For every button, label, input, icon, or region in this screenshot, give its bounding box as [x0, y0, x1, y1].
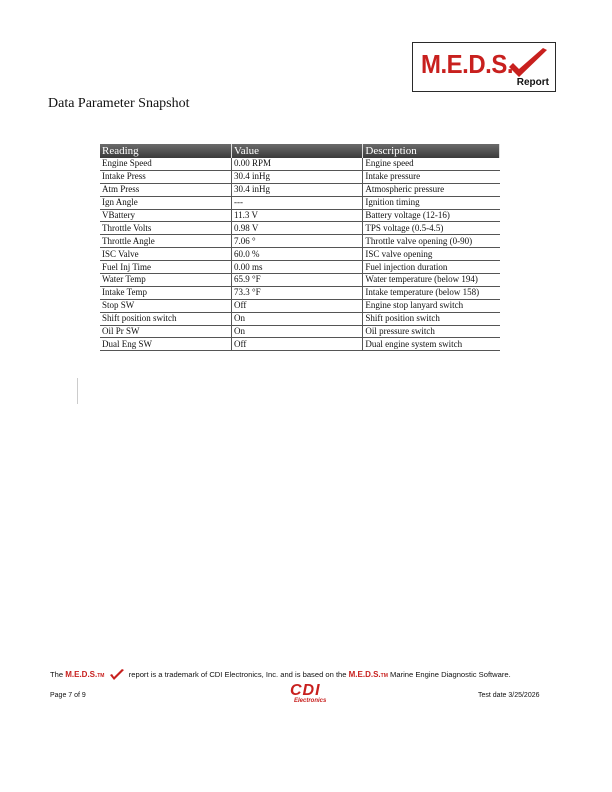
- cell-reading: Water Temp: [100, 274, 232, 287]
- table-row: [100, 325, 500, 338]
- table-row: [100, 338, 500, 351]
- table-row: [100, 183, 500, 196]
- cell-reading: Intake Press: [100, 170, 232, 183]
- table-header-row: [100, 144, 500, 158]
- logo-brand-text: M.E.D.S.: [421, 49, 514, 79]
- scan-mark: [77, 378, 78, 404]
- footer-trademark-text: report is a trademark of CDI Electronics, Inc. and is based on the: [128, 670, 347, 679]
- table-row: [100, 196, 500, 209]
- cdi-electronics-logo: [290, 684, 342, 706]
- cell-reading: Shift position switch: [100, 312, 232, 325]
- cell-description: TPS voltage (0.5-4.5): [363, 222, 500, 235]
- logo-report-text: Report: [516, 77, 549, 88]
- cell-reading: Throttle Volts: [100, 222, 232, 235]
- cell-reading: VBattery: [100, 209, 232, 222]
- cell-reading: ISC Valve: [100, 248, 232, 261]
- table-row: [100, 299, 500, 312]
- footer-software-text: Marine Engine Diagnostic Software.: [390, 670, 511, 679]
- header-description: Description: [363, 144, 500, 158]
- cell-reading: Ign Angle: [100, 196, 232, 209]
- cell-description: Intake temperature (below 158): [363, 286, 500, 299]
- table-row: [100, 261, 500, 274]
- cell-reading: Throttle Angle: [100, 235, 232, 248]
- cell-value: Off: [232, 299, 363, 312]
- cell-description: Engine stop lanyard switch: [363, 299, 500, 312]
- checkmark-icon: [109, 669, 125, 681]
- header-value: Value: [232, 144, 363, 158]
- cell-description: ISC valve opening: [363, 248, 500, 261]
- footer-meds-logo-2: M.E.D.S.TM: [348, 670, 388, 679]
- table-row: [100, 158, 500, 170]
- table-row: [100, 170, 500, 183]
- cell-reading: Oil Pr SW: [100, 325, 232, 338]
- cell-value: 0.00 RPM: [232, 158, 363, 170]
- cell-description: Engine speed: [363, 158, 500, 170]
- table-row: [100, 235, 500, 248]
- table-row: [100, 248, 500, 261]
- cell-reading: Intake Temp: [100, 286, 232, 299]
- cell-value: 30.4 inHg: [232, 183, 363, 196]
- cdi-logo-text: CDI: [290, 682, 321, 699]
- cell-value: 7.06 °: [232, 235, 363, 248]
- cell-value: On: [232, 325, 363, 338]
- cell-value: On: [232, 312, 363, 325]
- cell-reading: Fuel Inj Time: [100, 261, 232, 274]
- cell-value: Off: [232, 338, 363, 351]
- cell-description: Atmospheric pressure: [363, 183, 500, 196]
- table-row: [100, 274, 500, 287]
- cell-value: 65.9 °F: [232, 274, 363, 287]
- trademark-notice: [50, 669, 570, 681]
- cell-description: Dual engine system switch: [363, 338, 500, 351]
- header-reading: Reading: [100, 144, 232, 158]
- cell-reading: Engine Speed: [100, 158, 232, 170]
- test-date: Test date 3/25/2026: [478, 692, 540, 699]
- table-row: [100, 312, 500, 325]
- table-row: [100, 222, 500, 235]
- cell-value: 60.0 %: [232, 248, 363, 261]
- cell-description: Fuel injection duration: [363, 261, 500, 274]
- meds-report-logo: [412, 42, 556, 92]
- cell-value: 0.98 V: [232, 222, 363, 235]
- cell-description: Ignition timing: [363, 196, 500, 209]
- cell-reading: Stop SW: [100, 299, 232, 312]
- cell-description: Intake pressure: [363, 170, 500, 183]
- page-title: Data Parameter Snapshot: [48, 96, 190, 111]
- cdi-logo-subtext: Electronics: [294, 698, 327, 704]
- cell-value: 73.3 °F: [232, 286, 363, 299]
- cell-description: Shift position switch: [363, 312, 500, 325]
- cell-description: Water temperature (below 194): [363, 274, 500, 287]
- cell-value: 30.4 inHg: [232, 170, 363, 183]
- table-row: [100, 209, 500, 222]
- table-row: [100, 286, 500, 299]
- cell-value: 11.3 V: [232, 209, 363, 222]
- page-number: Page 7 of 9: [50, 692, 86, 699]
- parameter-table: [100, 144, 500, 351]
- cell-value: ---: [232, 196, 363, 209]
- cell-description: Throttle valve opening (0-90): [363, 235, 500, 248]
- cell-reading: Atm Press: [100, 183, 232, 196]
- cell-value: 0.00 ms: [232, 261, 363, 274]
- footer-the: The: [50, 670, 64, 679]
- footer-meds-logo: M.E.D.S.TM: [65, 670, 105, 679]
- cell-reading: Dual Eng SW: [100, 338, 232, 351]
- cell-description: Battery voltage (12-16): [363, 209, 500, 222]
- cell-description: Oil pressure switch: [363, 325, 500, 338]
